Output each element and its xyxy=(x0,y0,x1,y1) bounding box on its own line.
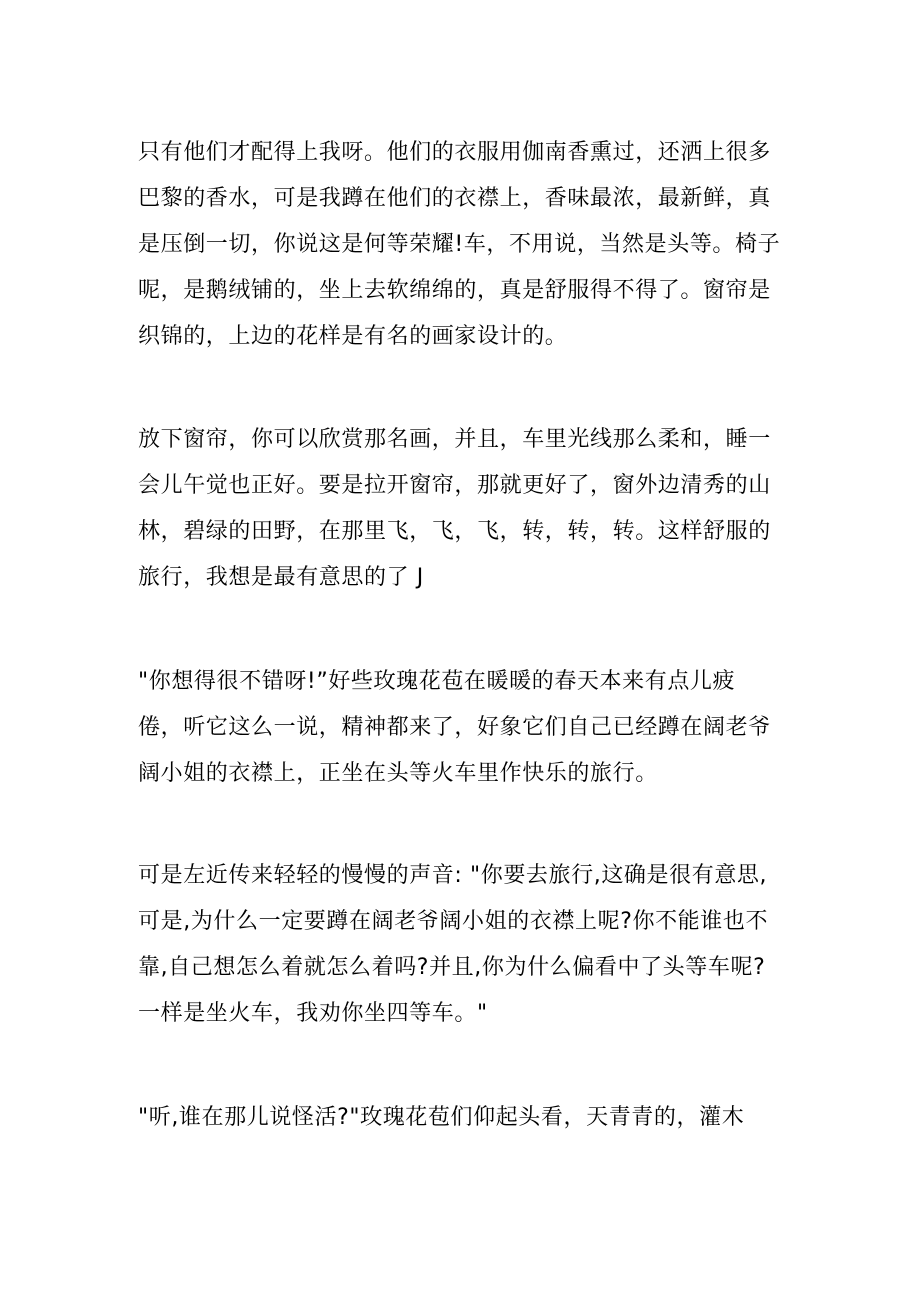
text-line: 是压倒一切，你说这是何等荣耀!车，不用说，当然是头等。椅子 xyxy=(138,232,781,257)
paragraph-2 xyxy=(138,417,798,601)
text-line: 可是,为什么一定要蹲在阔老爷阔小姐的衣襟上呢?你不能谁也不 xyxy=(138,909,769,934)
text-line: 林，碧绿的田野，在那里飞，飞，飞，转，转，转。这样舒服的 xyxy=(138,519,771,544)
text-line: 只有他们才配得上我呀。他们的衣服用伽南香熏过，还洒上很多 xyxy=(138,140,771,165)
text-line: "你想得很不错呀!”好些玫瑰花苞在暖暖的春天本来有点儿疲 xyxy=(138,669,736,694)
text-line: 放下窗帘，你可以欣赏那名画，并且，车里光线那么柔和，睡一 xyxy=(138,427,771,452)
text-line: 靠,自己想怎么着就怎么着吗?并且,你为什么偏看中了头等车呢? xyxy=(138,955,766,980)
text-line: 巴黎的香水，可是我蹲在他们的衣襟上，香味最浓，最新鲜，真 xyxy=(138,186,771,211)
text-line: 阔小姐的衣襟上，正坐在头等火车里作快乐的旅行。 xyxy=(138,761,658,786)
paragraph-3 xyxy=(138,659,798,797)
paragraph-1 xyxy=(138,130,798,360)
text-line: 织锦的，上边的花样是有名的画家设计的。 xyxy=(138,324,568,349)
paragraph-4 xyxy=(138,853,798,1037)
text-line: 一样是坐火车，我劝你坐四等车。" xyxy=(138,1001,488,1026)
text-line: 旅行，我想是最有意思的了 J xyxy=(138,565,424,590)
text-line: 可是左近传来轻轻的慢慢的声音: "你要去旅行,这确是很有意思, xyxy=(138,863,768,888)
text-line: 会儿午觉也正好。要是拉开窗帘，那就更好了，窗外边清秀的山 xyxy=(138,473,771,498)
text-line: 倦，听它这么一说，精神都来了，好象它们自己已经蹲在阔老爷 xyxy=(138,715,771,740)
text-line: "听,谁在那儿说怪活?"玫瑰花苞们仰起头看，天青青的，灌木 xyxy=(138,1105,745,1130)
paragraph-5 xyxy=(138,1095,798,1141)
text-line: 呢，是鹅绒铺的，坐上去软绵绵的，真是舒服得不得了。窗帘是 xyxy=(138,278,771,303)
